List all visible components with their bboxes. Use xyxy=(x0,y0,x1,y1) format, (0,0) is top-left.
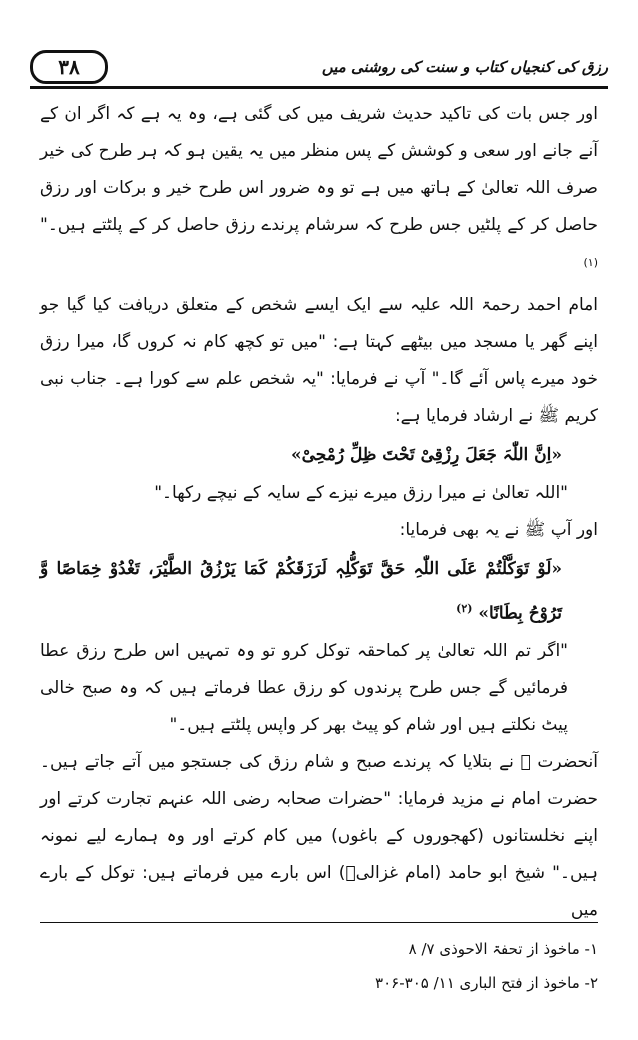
footnote-ref-2: (۲) xyxy=(456,601,473,615)
paragraph-1: اور جس بات کی تاکید حدیث شریف میں کی گئی ہے، وہ یہ ہے کہ اگر ان کے آنے جانے اور سعی و کوشش کے پس منظر میں یہ یقین ہو کہ ہر طرح کی خیر صرف اللہ تعالیٰ کے ہاتھ میں ہے تو وہ ضرور اس طرح خیر و برکات اور رزق حاصل کر کے پلٹیں جس طرح کہ سرشام پرندے رزق حاصل کر کے پلٹتے ہیں۔" $^{(۱)}$ xyxy=(40,104,598,269)
footnote-1: ۱- ماخوذ از تحفۃ الاحوذی ۷/ ۸ xyxy=(408,940,598,958)
page-body xyxy=(40,96,598,929)
paragraph-2: امام احمد رحمۃ اللہ علیہ سے ایک ایسے شخص کے متعلق دریافت کیا گیا جو اپنے گھر یا مسجد میں بیٹھے کہتا ہے: "میں تو کچھ کام نہ کروں گا، میرا رزق خود میرے پاس آئے گا۔" آپ نے فرمایا: "یہ شخص علم سے کورا ہے۔ جناب نبی کریم ﷺ نے ارشاد فرمایا ہے: xyxy=(40,294,598,426)
paragraph-4: آنحضرت ﷺ نے بتلایا کہ پرندے صبح و شام رزق کی جستجو میں آتے جاتے ہیں۔ حضرت امام نے مزید فرمایا: "حضرات صحابہ رضی اللہ عنہم تجارت کرتے اور اپنے نخلستانوں (کھجوروں کے باغوں) میں کام کرتے اور وہ ہمارے لیے نمونہ ہیں۔" شیخ ابو حامد (امام غزالیؒ) اس بارے میں فرماتے ہیں: توکل کے بارے میں xyxy=(40,752,598,921)
footnote-divider xyxy=(40,922,598,923)
page-number: ۳۸ xyxy=(58,55,80,79)
running-title: رزق کی کنجیاں کتاب و سنت کی روشنی میں xyxy=(321,58,608,76)
page-number-badge xyxy=(30,50,108,84)
footnotes xyxy=(40,932,598,1000)
translation-2: "اگر تم اللہ تعالیٰ پر کماحقہ توکل کرو تو وہ تمہیں اس طرح رزق عطا فرمائیں گے جس طرح پرندوں کو رزق عطا فرماتے ہیں کہ وہ صبح خالی پیٹ نکلتے ہیں اور شام کو پیٹ بھر کر واپس پلٹتے ہیں۔" xyxy=(40,641,568,736)
paragraph-3: اور آپ ﷺ نے یہ بھی فرمایا: xyxy=(399,519,598,540)
arabic-hadith-1: «اِنَّ اللّٰہَ جَعَلَ رِزْقِیْ تَحْتَ ظِلِّ رُمْحِیْ» xyxy=(290,444,562,465)
header-divider xyxy=(30,86,608,89)
translation-1: "اللہ تعالیٰ نے میرا رزق میرے نیزے کے سایہ کے نیچے رکھا۔" xyxy=(154,482,568,503)
arabic-hadith-2: «لَوْ تَوَکَّلْتُمْ عَلَی اللّٰہِ حَقَّ تَوَکُّلِہٖ لَرَزَقَکُمْ کَمَا یَرْزُقُ الطَّیْرَ، تَغْدُوْ خِمَاصًا وَّ تَرُوْحُ بِطَانًا» $^{(۲)}$ xyxy=(40,558,562,624)
footnote-ref-1: (۱) xyxy=(583,256,598,269)
footnote-2: ۲- ماخوذ از فتح الباری ۱۱/ ۳۰۵-۳۰۶ xyxy=(375,974,598,992)
page-header xyxy=(30,52,608,82)
